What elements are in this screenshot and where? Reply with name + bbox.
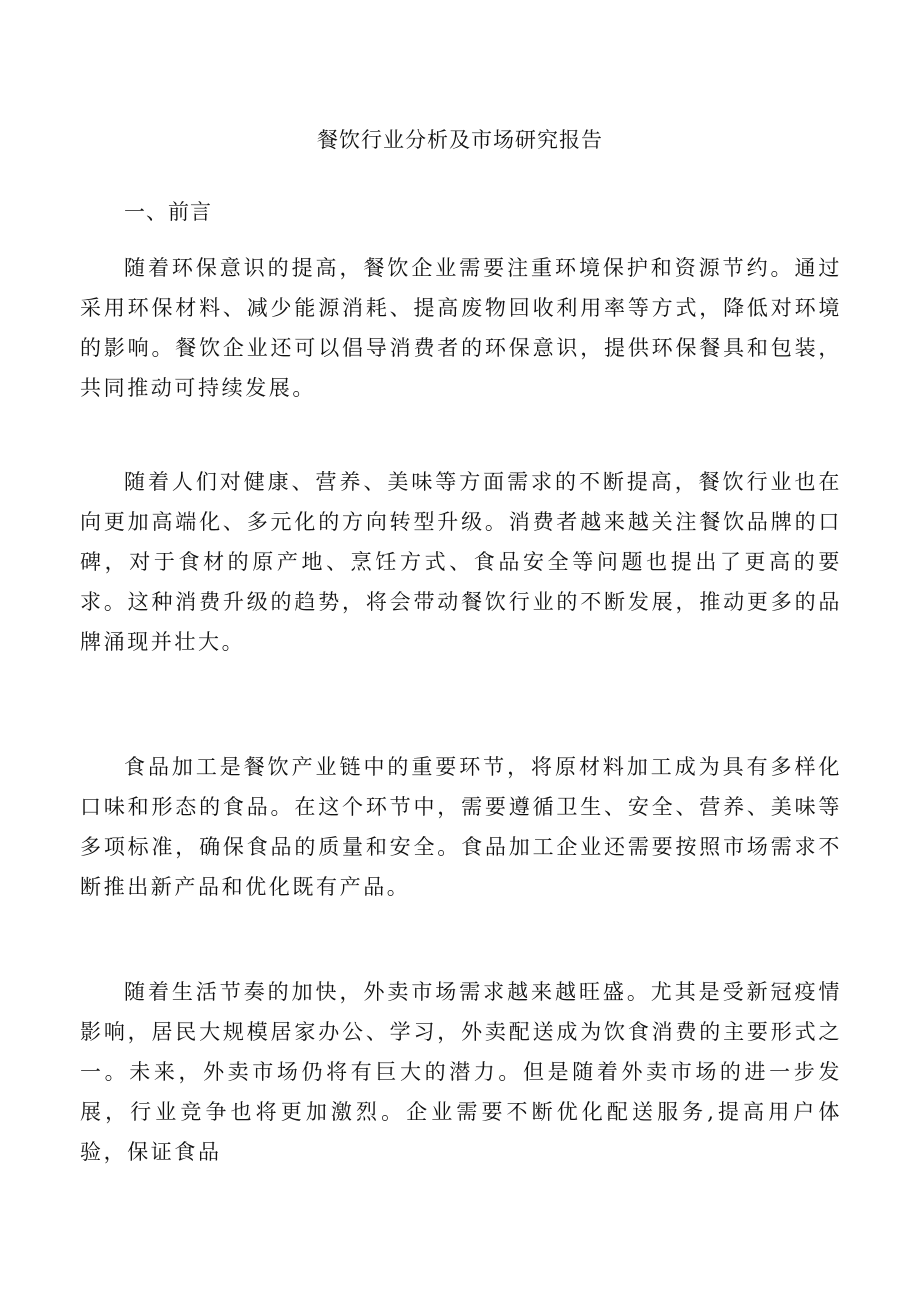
- body-paragraph: 随着人们对健康、营养、美味等方面需求的不断提高，餐饮行业也在向更加高端化、多元化的方向转型升级。消费者越来越关注餐饮品牌的口碑，对于食材的原产地、烹饪方式、食品安全等问题也提出了更高的要求。这种消费升级的趋势，将会带动餐饮行业的不断发展，推动更多的品牌涌现并壮大。: [80, 470, 842, 654]
- document-title: 餐饮行业分析及市场研究报告: [317, 128, 603, 152]
- section-heading-preface: 一、前言: [124, 200, 212, 224]
- body-paragraph: 随着生活节奏的加快，外卖市场需求越来越旺盛。尤其是受新冠疫情影响，居民大规模居家办公、学习，外卖配送成为饮食消费的主要形式之一。未来，外卖市场仍将有巨大的潜力。但是随着外卖市场的进一步发展，行业竞争也将更加激烈。企业需要不断优化配送服务,提高用户体验，保证食品: [80, 980, 842, 1164]
- body-paragraph: 随着环保意识的提高，餐饮企业需要注重环境保护和资源节约。通过采用环保材料、减少能源消耗、提高废物回收利用率等方式，降低对环境的影响。餐饮企业还可以倡导消费者的环保意识，提供环保餐具和包装，共同推动可持续发展。: [80, 256, 842, 400]
- body-paragraph: 食品加工是餐饮产业链中的重要环节，将原材料加工成为具有多样化口味和形态的食品。在这个环节中，需要遵循卫生、安全、营养、美味等多项标准，确保食品的质量和安全。食品加工企业还需要按照市场需求不断推出新产品和优化既有产品。: [80, 755, 842, 899]
